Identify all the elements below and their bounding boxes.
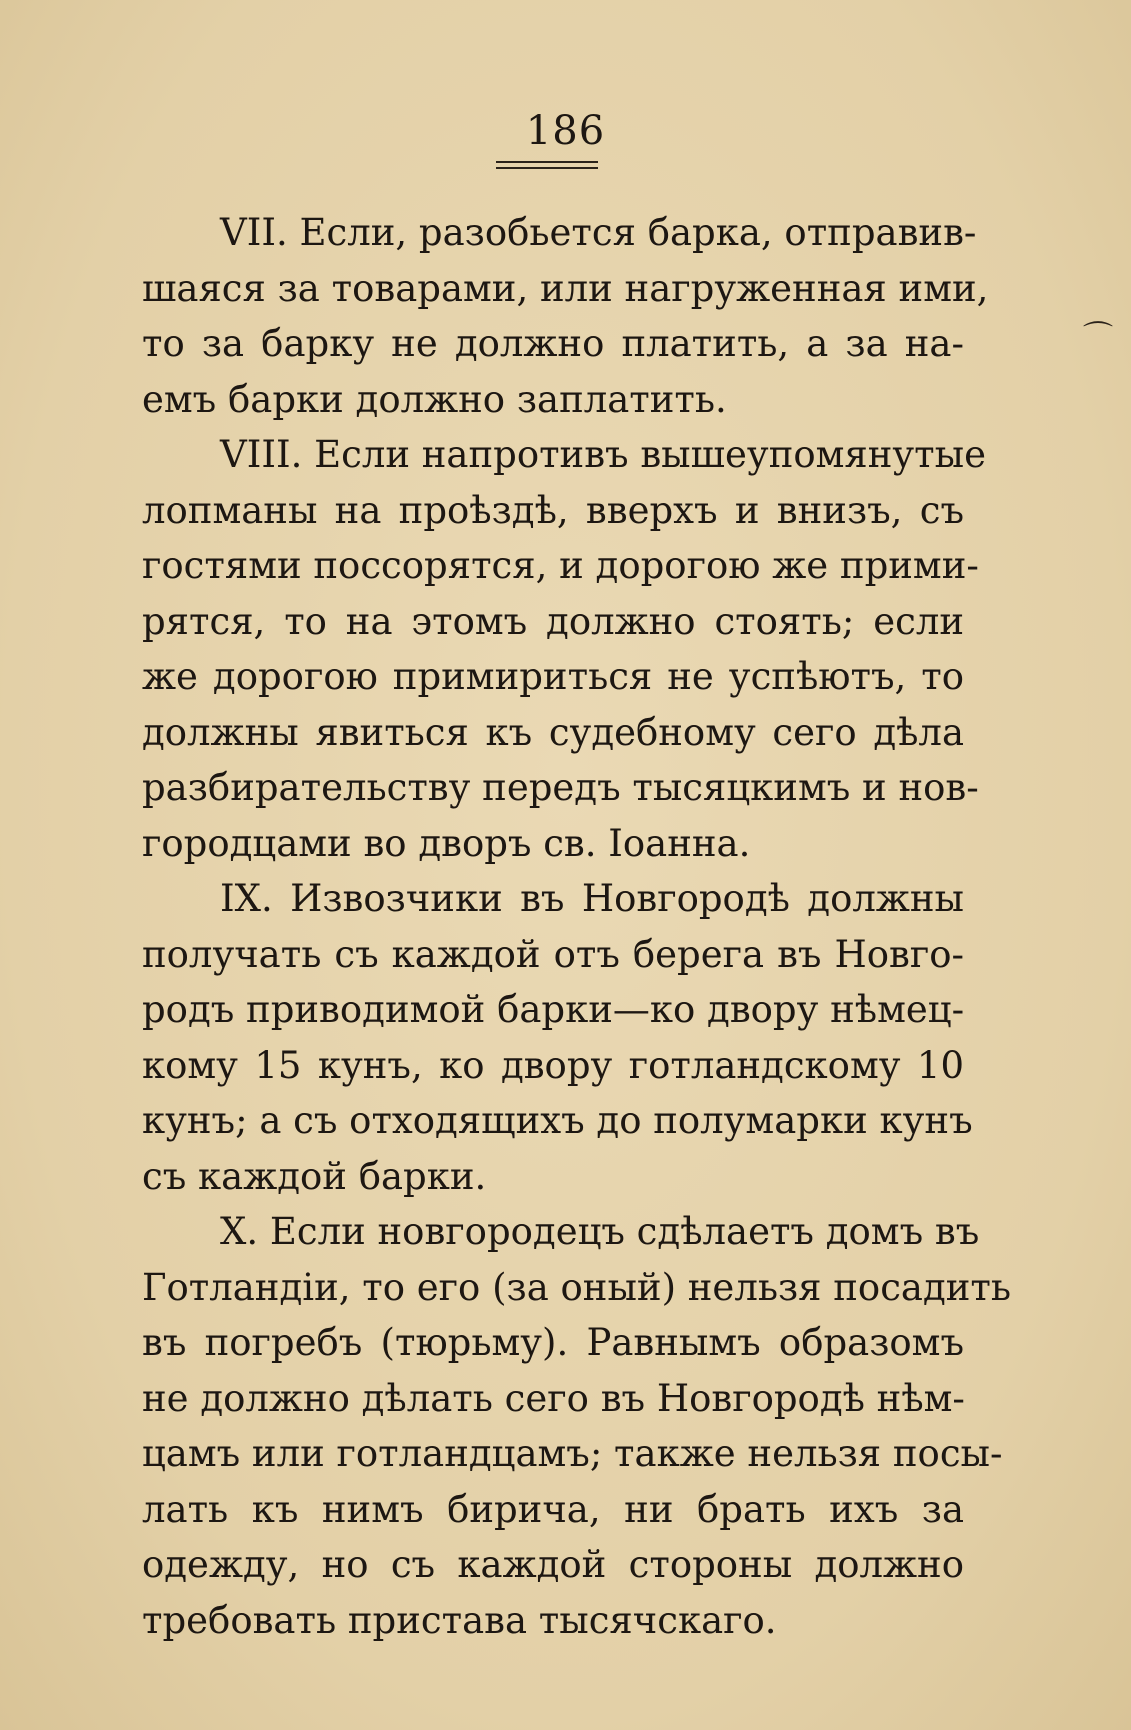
text-line: кому 15 кунъ, ко двору готландскому 10 <box>142 1043 964 1087</box>
text-line: VII. Если, разобьется барка, отправив- <box>220 211 977 254</box>
text-line: одежду, но съ каждой стороны должно <box>142 1543 964 1586</box>
text-line: кунъ; а съ отходящихъ до полумарки кунъ <box>142 1099 973 1142</box>
text-line: лопманы на проѣздѣ, вверхъ и внизъ, съ <box>142 488 964 532</box>
text-line: X. Если новгородецъ сдѣлаетъ домъ въ <box>220 1210 980 1253</box>
header-rule-bottom <box>496 167 598 169</box>
text-line: рятся, то на этомъ должно стоять; если <box>142 599 964 643</box>
text-line: же дорогою примириться не успѣютъ, то <box>142 655 964 698</box>
text-line: городцами во дворъ св. Іоанна. <box>142 821 751 865</box>
text-line: не должно дѣлать сего въ Новгородѣ нѣм- <box>142 1376 965 1420</box>
margin-mark: ⌒ <box>1083 320 1113 355</box>
text-line: съ каждой барки. <box>142 1154 487 1198</box>
text-line: разбирательству передъ тысяцкимъ и нов- <box>142 766 979 809</box>
page-number: 186 <box>525 108 606 154</box>
text-line: VIII. Если напротивъ вышеупомянутые <box>220 433 986 476</box>
paragraph-ix <box>142 871 973 1204</box>
header-rule-top <box>496 161 598 163</box>
text-line: Готландіи, то его (за оный) нельзя посадить <box>142 1265 1012 1309</box>
text-line: должны явиться къ судебному сего дѣла <box>142 710 964 754</box>
text-line: въ погребъ (тюрьму). Равнымъ образомъ <box>142 1321 964 1364</box>
text-line: цамъ или готландцамъ; также нельзя посы- <box>142 1432 1003 1475</box>
body-text <box>142 205 1012 1648</box>
text-line: лать къ нимъ бирича, ни брать ихъ за <box>142 1487 964 1531</box>
text-line: получать съ каждой отъ берега въ Новго- <box>142 932 964 976</box>
paragraph-vii <box>142 205 989 427</box>
text-line: шаяся за товарами, или нагруженная ими, <box>142 266 989 310</box>
paragraph-x <box>142 1204 1012 1648</box>
text-line: родъ приводимой барки—ко двору нѣмец- <box>142 988 965 1031</box>
text-line: то за барку не должно платить, а за на- <box>142 322 964 365</box>
text-line: требовать пристава тысячскаго. <box>142 1598 777 1642</box>
paragraph-viii <box>142 427 986 871</box>
text-line: гостями поссорятся, и дорогою же прими- <box>142 544 979 587</box>
text-line: IX. Извозчики въ Новгородѣ должны <box>220 877 964 920</box>
text-line: емъ барки должно заплатить. <box>142 377 727 421</box>
